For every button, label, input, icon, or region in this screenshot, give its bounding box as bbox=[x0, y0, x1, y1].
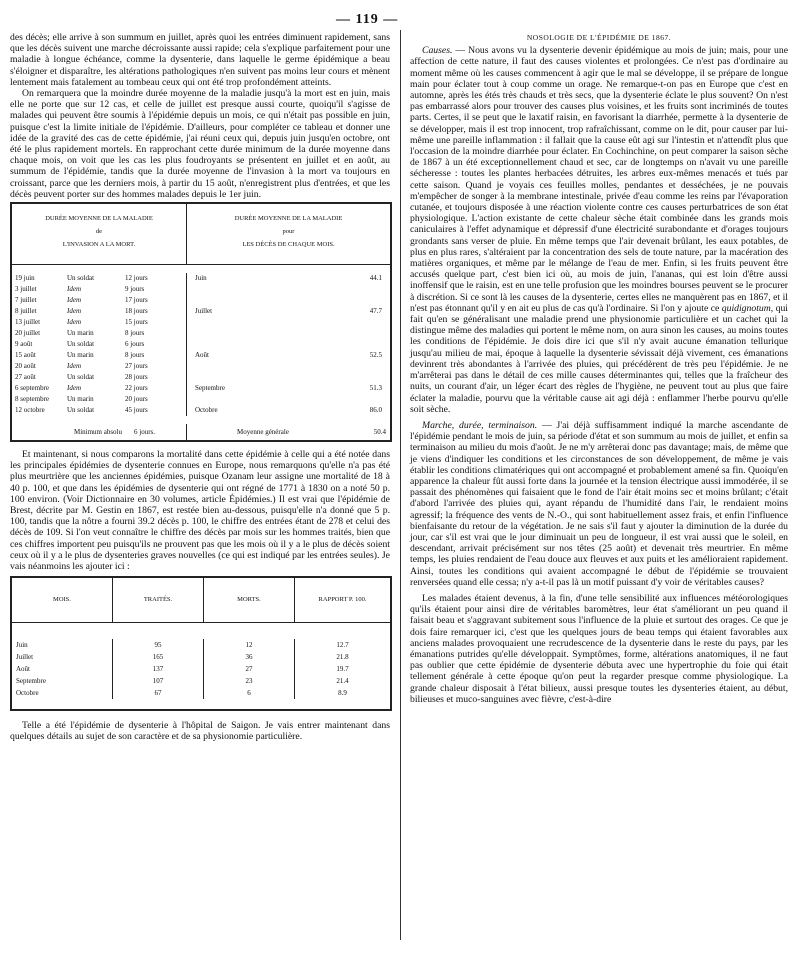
avg-value: 50.4 bbox=[373, 428, 386, 437]
cell: 22 jours bbox=[125, 384, 148, 393]
cell: 15 jours bbox=[125, 318, 148, 327]
cell: 45 jours bbox=[125, 406, 148, 415]
paragraph: On remarquera que la moindre durée moyenne de la maladie jusqu'à la mort est en juin, mais elle ne porte que sur 12 cas, et celle de juillet est presque aussi courte, quoiqu'il s'agisse de malades qui peuvent être soumis à l'épidémie depuis un mois, ce qui n'était pas possible en juin, puisque c'est la limite initiale de l'épidémie. D'ailleurs, pour compléter ce tableau et donner une idée de la gravité des cas de cette épidémie, j'ai réuni ceux qui, depuis juin jusqu'en octobre, ont été le plus rapidement mortels. En rapprochant cette durée minimum de la durée moyenne dans chaque mois, on voit que les cas les plus foudroyants se présentent en juillet et en août, au summum de l'épidémie, tandis que la durée moyenne de l'invasion à la mort va toujours en croissant, parce que les derniers mois, à partir du 15 août, n'enregistrent plus d'entrées, et que les décès peuvent porter sur des hommes malades depuis le 1er juin. bbox=[10, 88, 390, 200]
table-row bbox=[12, 405, 186, 416]
month-value: 47.7 bbox=[369, 307, 382, 316]
cell: Un marin bbox=[67, 329, 94, 338]
page-header bbox=[0, 12, 800, 28]
table-row bbox=[12, 639, 390, 651]
cell: 13 juillet bbox=[15, 318, 41, 327]
month-value: 44.1 bbox=[369, 274, 382, 283]
paragraph-marche bbox=[410, 420, 788, 588]
table-row bbox=[12, 339, 186, 350]
cell: 15 août bbox=[15, 351, 36, 360]
paragraph: des décès; elle arrive à son summum en juillet, après quoi les entrées diminuent rapidement, sans que les décès suivent une marche décroissante aussi rapide; cela s'explique parfaitement pour une maladie à longue échéance, comme la dysenterie, dans laquelle le germe épidémique a beau s'éloigner et disparaître, les altérations pathologiques n'en suivent pas moins leur cours et mènent lentement mais fatalement au tombeau ceux qui ont été trop profondément atteints. bbox=[10, 32, 390, 88]
cell: 12 octobre bbox=[15, 406, 45, 415]
cell: 137 bbox=[113, 663, 204, 675]
cell: 107 bbox=[113, 675, 204, 687]
cell: 27 jours bbox=[125, 362, 148, 371]
cell: 12 jours bbox=[125, 274, 148, 283]
month-label: Octobre bbox=[195, 406, 218, 415]
paragraph: Telle a été l'épidémie de dysenterie à l'hôpital de Saigon. Je vais entrer maintenant dans quelques détails au sujet de son caractère et de sa physionomie particulière. bbox=[10, 720, 390, 743]
cell: Idem bbox=[67, 296, 81, 305]
cell: 6 septembre bbox=[15, 384, 50, 393]
cell: Un marin bbox=[67, 351, 94, 360]
table-body bbox=[12, 623, 390, 709]
cell: 23 bbox=[204, 675, 295, 687]
month-value: 51.3 bbox=[369, 384, 382, 393]
cell: 12 bbox=[204, 639, 295, 651]
month-value: 86.0 bbox=[369, 406, 382, 415]
cell: 28 jours bbox=[125, 373, 148, 382]
cell: Un soldat bbox=[67, 406, 95, 415]
cell: Idem bbox=[67, 285, 81, 294]
min-label: Minimum absolu bbox=[73, 428, 122, 437]
paragraph-text: , qui fait qu'en se généralisant une maladie prend une physionomie particulière et un cachet qui la distingue même des maladies qui portent le même nom, on aura sinon les causes, au moins toutes les conditions de l'épidémie. Je dois dire ici que s'il n'y avait aucune émanation tellurique jusqu'au milieu de mai, époque à laquelle la dysenterie sévissait déjà vivement, ces émanations devinrent très abondantes à l'arrivée des pluies, qui précédèrent de très peu l'épidémie. Je ne m'arrêterai pas dans le détail de ces mille causes déterminantes qui, telles que la fraîcheur des nuits, un courant d'air, un léger écart des règles de l'hygiène, ne peuvent tout au plus que faire éclater la maladie, pourvu que la véritable cause ait agi déjà : enflammer l'herbe pourvu qu'elle soit sèche. bbox=[410, 302, 788, 415]
cell: 3 juillet bbox=[15, 285, 37, 294]
cell: 67 bbox=[113, 687, 204, 699]
month-row bbox=[195, 350, 380, 361]
cell: 19 juin bbox=[15, 274, 35, 283]
cell: Un soldat bbox=[67, 373, 95, 382]
table-row bbox=[12, 328, 186, 339]
header-text: DURÉE MOYENNE DE LA MALADIE bbox=[45, 215, 153, 223]
cell: 20 jours bbox=[125, 395, 148, 404]
cell: 36 bbox=[204, 651, 295, 663]
cell: Idem bbox=[67, 384, 81, 393]
section-heading: Causes. bbox=[422, 45, 453, 57]
header-text: de bbox=[95, 228, 103, 236]
mortality-table bbox=[10, 576, 392, 711]
left-column bbox=[10, 32, 390, 743]
cell: 20 juillet bbox=[15, 329, 41, 338]
cell: 8 jours bbox=[125, 351, 145, 360]
table-row bbox=[12, 687, 390, 699]
cell: Un soldat bbox=[67, 274, 95, 283]
paragraph: Les malades étaient devenus, à la fin, d'une telle sensibilité aux influences météorologiques qu'ils étaient pour ainsi dire de véritables baromètres, leur état s'améliorant un peu quand il faisait beau et s'aggravant subitement sous l'influence de la pluie et surtout des orages. Ce que je dois faire remarquer ici, c'est que les quelques jours de beau temps qui étaient favorables aux anciens malades provoquaient une recrudescence de la dysenterie dans le reste du pays, par les émanations putrides qu'elle développait. Symptômes, forme, altérations anatomiques, il ne faut pas oublier que cette épidémie de dysenterie débuta avec une hypertrophie du foie qui était tellement générale à cette époque qu'on peut la regarder presque comme physiologique. La grande chaleur disposait à l'état bilieux, aussi presque toutes les dysenteries étaient, au début, bilieuses et muco-sanguines avec fièvre, c'est-à-dire bbox=[410, 592, 788, 705]
paragraph-text: — J'ai déjà suffisamment indiqué la marche ascendante de l'épidémie pendant le mois de juin, sa période d'état et son summum au mois de juillet, et enfin sa terminaison au milieu du mois d'août. Je ne m'y arrêterai donc pas davantage; mais, de même que je viens d'indiquer les conditions et les circonstances de son développement, de même je vais établir les conditions climatériques qui ont accompagné et probablement amené sa fin. Quoiqu'en apparence la chaleur fût aussi forte dans la journée et la tension électrique aussi immodérée, il se passait des phénomènes qui faisaient que le fond de l'air était moins sec et moins brûlant; c'était d'abord l'arrivée des pluies qui, ayant répandu de l'humidité dans l'air, le rendaient moins agressif; la fréquence des vents de N.-O., qui sont habituellement assez frais, et enfin l'influence bienfaisante du retour de la végétation. Je ne sais s'il faut y ajouter la diminution de la durée du jour, car s'il est vrai que le jour diminuait un peu de longueur, il est vrai aussi que le soleil, en descendant, arrivait précisément sur nos têtes (25 août) et devenait très meurtrier. En même temps, les pluies rendaient de l'eau douce aux fleuves et aux puits et les amélioraient rapidement. Ainsi, toutes les conditions qui avaient accompagné le début de l'épidémie se trouvaient renversées quand elle cessa; n'y a-t-il pas là un motif puissant d'y voir de véritables causes? bbox=[410, 419, 789, 588]
month-label: Septembre bbox=[195, 384, 225, 393]
cell: 9 jours bbox=[125, 285, 145, 294]
duration-table bbox=[10, 202, 392, 442]
header-right bbox=[187, 204, 390, 264]
table-footer bbox=[12, 424, 390, 440]
cell: 7 juillet bbox=[15, 296, 37, 305]
table-row bbox=[12, 372, 186, 383]
table-row bbox=[12, 383, 186, 394]
header-text: LES DÉCÈS DE CHAQUE MOIS. bbox=[242, 241, 335, 249]
month-row bbox=[195, 405, 380, 416]
cell: 21.8 bbox=[336, 653, 349, 662]
header-left bbox=[12, 204, 187, 264]
avg-label: Moyenne générale bbox=[237, 428, 289, 437]
cell: Août bbox=[12, 663, 113, 675]
column-header: MORTS. bbox=[204, 578, 295, 622]
cell: 8 jours bbox=[125, 329, 145, 338]
month-row bbox=[195, 306, 380, 317]
cell: 17 jours bbox=[125, 296, 148, 305]
cell: 27 août bbox=[15, 373, 36, 382]
column-divider bbox=[400, 30, 401, 940]
cell: Idem bbox=[67, 362, 81, 371]
latin-term: quidignotum bbox=[721, 302, 771, 314]
table-row bbox=[12, 675, 390, 687]
cell: Septembre bbox=[12, 675, 113, 687]
table-header bbox=[12, 578, 390, 623]
cell: Juin bbox=[12, 639, 113, 651]
footer-right bbox=[187, 424, 390, 440]
header-text: DURÉE MOYENNE DE LA MALADIE bbox=[234, 215, 343, 223]
monthly-averages bbox=[187, 273, 390, 416]
month-value: 52.5 bbox=[369, 351, 382, 360]
cell: 8.9 bbox=[338, 689, 347, 698]
month-row bbox=[195, 383, 380, 394]
table-row bbox=[12, 317, 186, 328]
page-number: — 119 — bbox=[336, 12, 399, 27]
cell: 20 août bbox=[15, 362, 36, 371]
month-row bbox=[195, 273, 380, 284]
month-label: Juillet bbox=[195, 307, 213, 316]
cell: 27 bbox=[204, 663, 295, 675]
cell: Idem bbox=[67, 307, 81, 316]
table-row bbox=[12, 361, 186, 372]
column-header: MOIS. bbox=[12, 578, 113, 622]
cell: 12.7 bbox=[336, 641, 349, 650]
running-title: NOSOLOGIE DE L'ÉPIDÉMIE DE 1867. bbox=[526, 33, 672, 42]
cell: 165 bbox=[113, 651, 204, 663]
cell: Un soldat bbox=[67, 340, 95, 349]
footer-left bbox=[12, 424, 187, 440]
table-row bbox=[12, 651, 390, 663]
cell: 6 bbox=[204, 687, 295, 699]
table-row bbox=[12, 350, 186, 361]
cell: Idem bbox=[67, 318, 81, 327]
table-row bbox=[12, 663, 390, 675]
month-label: Juin bbox=[195, 274, 207, 283]
column-header: TRAITÉS. bbox=[113, 578, 204, 622]
cell: 9 août bbox=[15, 340, 33, 349]
section-heading: Marche, durée, terminaison. bbox=[422, 419, 538, 431]
min-value: 6 jours. bbox=[134, 428, 155, 437]
table-row bbox=[12, 273, 186, 284]
cell: 8 septembre bbox=[15, 395, 50, 404]
cell: 21.4 bbox=[336, 677, 349, 686]
table-row bbox=[12, 295, 186, 306]
cases-list bbox=[12, 273, 187, 416]
table-body bbox=[12, 265, 390, 424]
header-text: L'INVASION A LA MORT. bbox=[62, 241, 136, 249]
cell: 8 juillet bbox=[15, 307, 37, 316]
cell: 6 jours bbox=[125, 340, 145, 349]
cell: Octobre bbox=[12, 687, 113, 699]
cell: 18 jours bbox=[125, 307, 148, 316]
paragraph-text: — Nous avons vu la dysenterie devenir épidémique au mois de juin; mais, pour une affection de cette nature, il faut des causes violentes et prolongées. Ce n'est pas d'ordinaire au moment même où les causes commencent à agir que le mal se développe, il se prépare de longue main pour éclater tout à coup comme un orage. Ne remarque-t-on pas en Europe que c'est en automne, après les étés très chauds et très secs, que la dysenterie éclate le plus souvent? On n'est pas embarrassé alors pour trouver des causes plus voisines, et les fruits sont incriminés de toutes parts. Certes, il se peut que le laxatif raisin, en favorisant la diarrhée, permette à la dysenterie de se développer, mais il est trop innocent, trop rafraîchissant, comme on le dit, pour causer par lui-même une pareille inflammation : il fallait que la cause eût agi sur l'intestin et n'attendît plus que l'occasion de la moindre diarrhée pour éclater. En Cochinchine, on peut comparer la saison sèche de 1867 à un été exceptionnellement chaud et sec, car de longtemps on n'avait vu une pareille sécheresse : toutes les plantes herbacées détruites, les arbres eux-mêmes menacés et tués par cette saison. Quand je voyais ces feuilles molles, pendantes et desséchées, je ne pouvais m'empêcher de songer à la membrane intestinale, privée d'eau comme les reins par l'évaporation cutanée, et toujours disposée à une réaction violente contre ces causes perturbatrices de son état physiologique. L'action existante de cette chaleur sèche était combinée dans les grands mois caniculaires à l'effet adynamique et dépressif d'une électricité surabondante et d'orages toujours grondants sans verser de pluie. En même temps que l'air devenait brûlant, les eaux potables, de plus en plus rares, s'altéraient par la concentration des sels de toute nature, par la macération des matières organiques, et même par le mélange de l'eau de mer. Enfin, si les fruits peuvent être accusés quelque part, c'est bien ici où, au mois de juin, l'ananas, qui est loin d'être aussi inoffensif que le raisin, est en une telle profusion que les moindres bourses peuvent se le procurer à discrétion. Si ce sont là les causes de la dysenterie, certes elles ne manquèrent pas en 1867, et il n'est pas étonnant qu'il y en ait eu plus de cas qu'à l'ordinaire. Si l'on y ajoute ce bbox=[410, 45, 788, 314]
column-header: RAPPORT P. 100. bbox=[318, 596, 367, 604]
cell: 95 bbox=[113, 639, 204, 651]
paragraph: Et maintenant, si nous comparons la mortalité dans cette épidémie à celle qui a été notée dans les principales épidémies de dysenterie connues en Europe, nous remarquons qu'elle n'a pas été plus meurtrière que les anciennes épidémies, puisque Ozanam leur assigne une mortalité de 18 à 40 p. 100, et que dans les épidémies de dysenterie qui ont régné de 1771 à 1830 on a noté 50 p. 100 environ. (Voir Dictionnaire en 30 volumes, article Épidémies.) Il est vrai que l'épidémie de Brest, décrite par M. Gestin en 1867, est restée bien au-dessous, puisqu'elle n'a donné que 5 p. 100, tandis que la nôtre a fourni 39.2 décès p. 100, le chiffre des entrées étant de 278 et celui des décès de 109. Si l'on veut connaître le chiffre des décès par mois sur les hommes traités, bien que ces chiffres importent peu puisqu'ils ne prouvent pas que les mois où il y a le plus de décès soient ceux où il y a le plus de dysenteries graves nouvelles (ce qui est indiqué par les entrées seules). Je vais néanmoins les ajouter ici : bbox=[10, 449, 390, 573]
cell: Un marin bbox=[67, 395, 94, 404]
table-row bbox=[12, 306, 186, 317]
cell: Juillet bbox=[12, 651, 113, 663]
right-column bbox=[410, 32, 788, 705]
table-row bbox=[12, 394, 186, 405]
table-header bbox=[12, 204, 390, 265]
cell: 19.7 bbox=[336, 665, 349, 674]
month-label: Août bbox=[195, 351, 209, 360]
header-text: pour bbox=[282, 228, 295, 236]
paragraph-causes bbox=[410, 45, 788, 415]
table-row bbox=[12, 284, 186, 295]
